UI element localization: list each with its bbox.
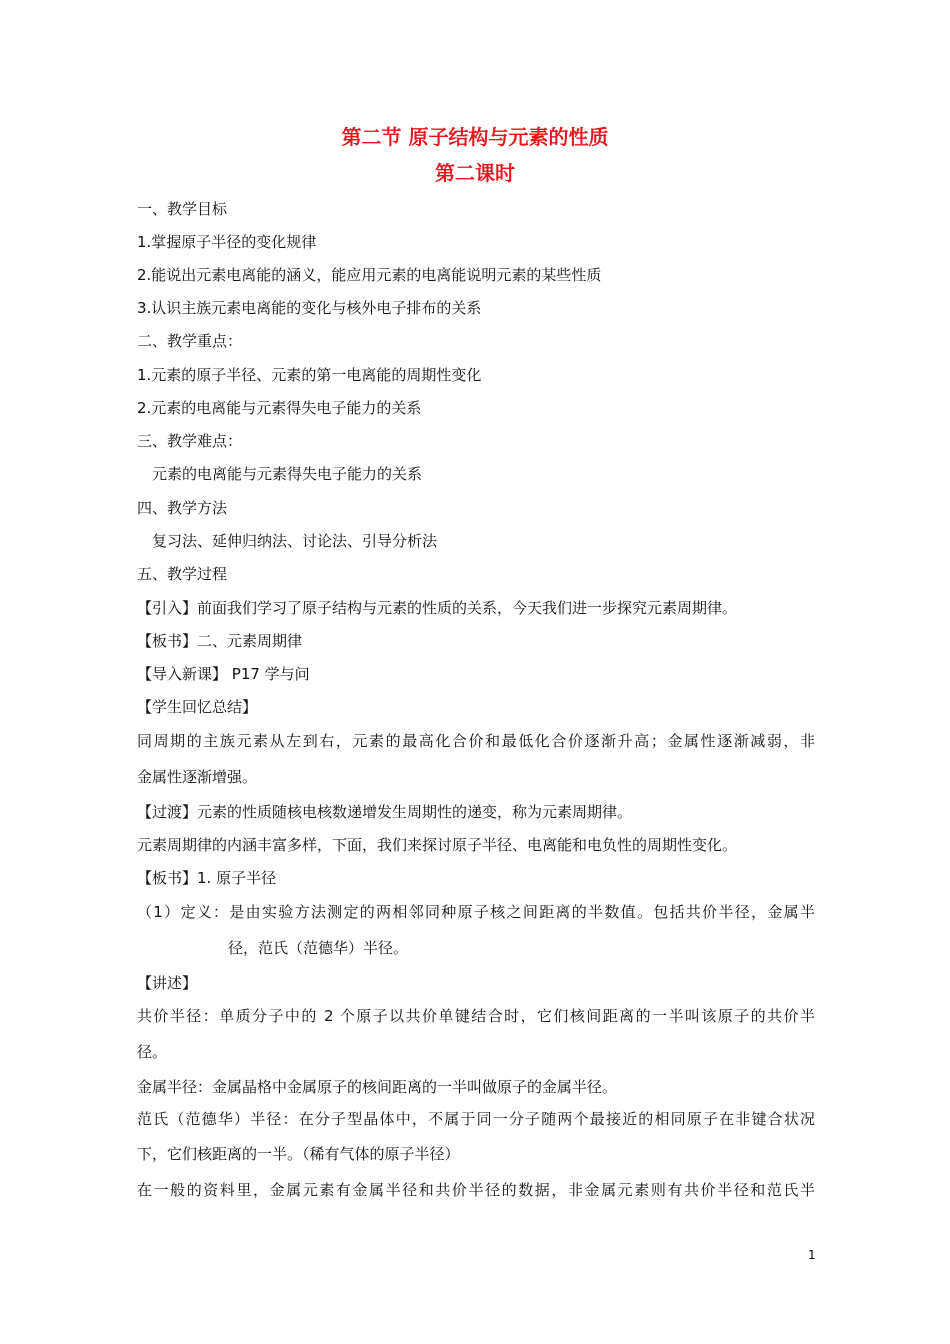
section-heading-difficulties: 三、教学难点： xyxy=(137,432,243,450)
objective-item-1: 1.掌握原子半径的变化规律 xyxy=(137,233,317,251)
process-paragraph: 【板书】二、元素周期律 xyxy=(137,632,303,650)
section-heading-key-points: 二、教学重点： xyxy=(137,332,243,350)
key-point-item-2: 2.元素的电离能与元素得失电子能力的关系 xyxy=(137,399,422,417)
section-heading-methods: 四、教学方法 xyxy=(137,499,228,517)
process-paragraph: 【学生回忆总结】 xyxy=(137,698,258,716)
process-paragraph: 【引入】前面我们学习了原子结构与元素的性质的关系，今天我们进一步探究元素周期律。 xyxy=(137,599,738,617)
objective-item-2: 2.能说出元素电离能的涵义，能应用元素的电离能说明元素的某些性质 xyxy=(137,266,602,284)
definition-paragraph: 径，范氏（范德华）半径。 xyxy=(228,939,409,957)
process-paragraph: 元素周期律的内涵丰富多样，下面，我们来探讨原子半径、电离能和电负性的周期性变化。 xyxy=(137,836,738,854)
objective-item-3: 3.认识主族元素电离能的变化与核外电子排布的关系 xyxy=(137,299,482,317)
process-paragraph: 金属性逐渐增强。 xyxy=(137,768,258,786)
definition-paragraph: （1）定义：是由实验方法测定的两相邻同种原子核之间距离的半数值。包括共价半径，金属半 xyxy=(137,903,815,921)
key-point-item-1: 1.元素的原子半径、元素的第一电离能的周期性变化 xyxy=(137,366,482,384)
process-paragraph: 【板书】1. 原子半径 xyxy=(137,869,277,887)
methods-text: 复习法、延伸归纳法、讨论法、引导分析法 xyxy=(152,532,438,550)
difficulty-text: 元素的电离能与元素得失电子能力的关系 xyxy=(152,465,423,483)
process-paragraph: 同周期的主族元素从左到右，元素的最高化合价和最低化合价逐渐升高；金属性逐渐减弱，非 xyxy=(137,732,815,750)
van-der-waals-paragraph: 下，它们核距离的一半。（稀有气体的原子半径） xyxy=(137,1145,460,1163)
document-title: 第二节 原子结构与元素的性质 xyxy=(341,125,609,149)
section-heading-process: 五、教学过程 xyxy=(137,565,228,583)
process-paragraph: 【讲述】 xyxy=(137,974,198,992)
covalent-radius-paragraph: 共价半径：单质分子中的 2 个原子以共价单键结合时，它们核间距离的一半叫该原子的共价半 xyxy=(137,1007,815,1025)
process-paragraph: 【导入新课】 P17 学与问 xyxy=(137,665,310,683)
van-der-waals-paragraph: 范氏（范德华）半径：在分子型晶体中，不属于同一分子随两个最接近的相同原子在非键合状况 xyxy=(137,1110,815,1128)
general-data-paragraph: 在一般的资料里，金属元素有金属半径和共价半径的数据，非金属元素则有共价半径和范氏半 xyxy=(137,1181,815,1199)
metallic-radius-paragraph: 金属半径：金属晶格中金属原子的核间距离的一半叫做原子的金属半径。 xyxy=(137,1078,618,1096)
page-number: 1 xyxy=(808,1248,816,1262)
document-subtitle: 第二课时 xyxy=(435,161,515,185)
section-heading-objectives: 一、教学目标 xyxy=(137,200,228,218)
covalent-radius-paragraph: 径。 xyxy=(137,1043,168,1061)
process-paragraph: 【过渡】元素的性质随核电核数递增发生周期性的递变，称为元素周期律。 xyxy=(137,803,633,821)
